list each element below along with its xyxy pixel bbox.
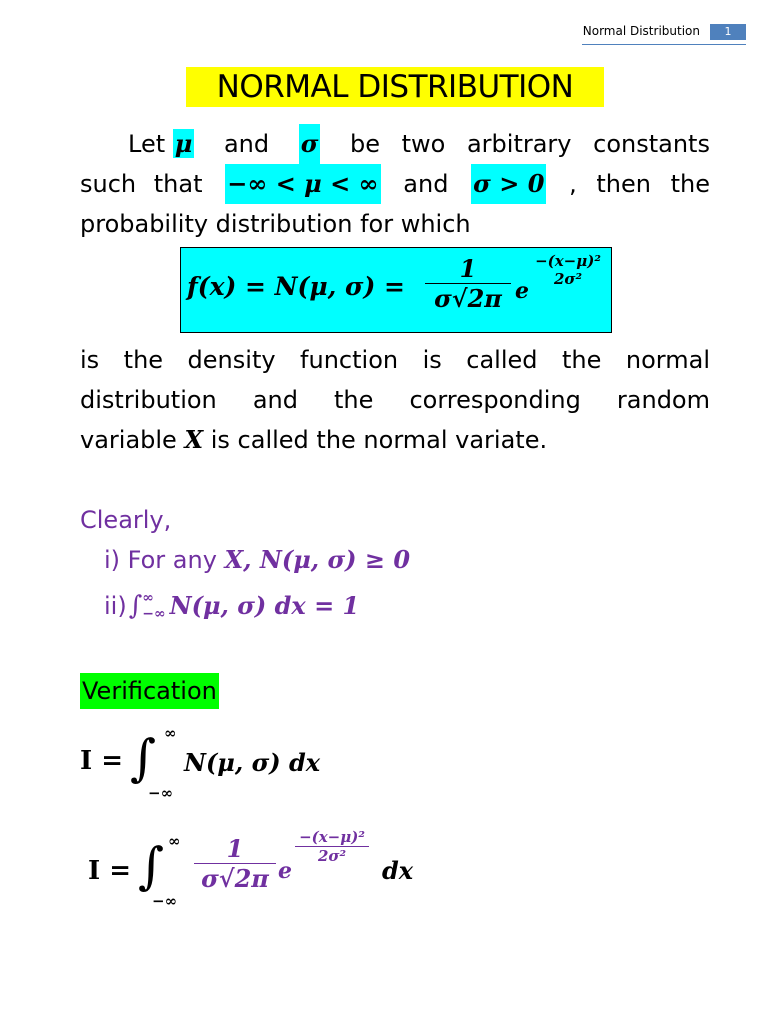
verification-label: Verification bbox=[80, 673, 219, 709]
header-rule bbox=[582, 44, 746, 45]
description-line-2: distribution and the corresponding random bbox=[80, 386, 710, 414]
eq1-lhs: I = bbox=[80, 746, 123, 776]
eq2-fraction bbox=[192, 834, 278, 893]
text-and: and bbox=[223, 130, 270, 158]
integral-upper-limit: ∞ bbox=[142, 590, 154, 606]
eq2-lhs: I = bbox=[88, 856, 131, 886]
formula-exponent bbox=[527, 252, 609, 288]
text-normal-variate: is called the normal variate. bbox=[210, 426, 548, 454]
sigma-condition: σ > 0 bbox=[471, 164, 546, 204]
description-line-3 bbox=[80, 420, 710, 460]
property-2-math: N(μ, σ) dx = 1 bbox=[169, 591, 360, 620]
formula-exp-numerator: −(x−μ)² bbox=[535, 252, 601, 270]
eq2-denominator: σ√2π bbox=[201, 864, 269, 893]
intro-line-3: probability distribution for which bbox=[80, 210, 471, 238]
eq2-exp-numerator: −(x−μ)² bbox=[295, 828, 369, 847]
eq2-lower-limit: −∞ bbox=[152, 892, 178, 910]
formula-numerator: 1 bbox=[425, 254, 511, 284]
property-2-label: ii) bbox=[104, 592, 127, 620]
formula-exp-base: e bbox=[515, 278, 529, 304]
text-let: Let bbox=[128, 130, 166, 158]
property-item-2 bbox=[104, 586, 359, 626]
density-formula-box bbox=[180, 247, 612, 333]
variable-x: X bbox=[184, 425, 204, 454]
clearly-label: Clearly, bbox=[80, 506, 172, 534]
verification-equation-2 bbox=[88, 828, 448, 918]
integral-lower-limit: −∞ bbox=[142, 606, 166, 622]
eq1-integrand: N(μ, σ) dx bbox=[184, 748, 321, 777]
description-line-1: is the density function is called the normal bbox=[80, 346, 710, 374]
integral-sign: ∫ bbox=[128, 591, 143, 621]
verification-equation-1 bbox=[80, 724, 440, 804]
property-item-1 bbox=[104, 540, 410, 580]
eq1-lower-limit: −∞ bbox=[148, 784, 174, 802]
text-such-that: such that bbox=[80, 170, 203, 198]
eq2-exp-base: e bbox=[278, 858, 292, 884]
page-heading: NORMAL DISTRIBUTION bbox=[186, 67, 604, 107]
eq2-numerator: 1 bbox=[194, 834, 276, 864]
intro-line-2 bbox=[80, 164, 710, 204]
property-1-math: X, N(μ, σ) ≥ 0 bbox=[224, 545, 411, 574]
property-1-label: i) For any bbox=[104, 546, 217, 574]
formula-lhs: f(x) = N(μ, σ) = bbox=[187, 272, 405, 301]
eq2-integral-sign: ∫ bbox=[138, 837, 165, 895]
sigma-symbol: σ bbox=[299, 124, 321, 164]
text-arbitrary-constants: be two arbitrary constants bbox=[349, 130, 710, 158]
eq1-integral-sign: ∫ bbox=[130, 729, 157, 787]
formula-fraction bbox=[425, 254, 511, 313]
text-then-the: , then the bbox=[569, 170, 710, 198]
mu-range-condition: −∞ < μ < ∞ bbox=[225, 164, 380, 204]
eq2-exp-denominator: 2σ² bbox=[317, 847, 347, 865]
eq1-upper-limit: ∞ bbox=[164, 724, 177, 742]
text-and-2: and bbox=[403, 170, 449, 198]
header-title: Normal Distribution bbox=[582, 24, 700, 38]
formula-denominator: σ√2π bbox=[434, 284, 502, 313]
page-number: 1 bbox=[710, 24, 746, 40]
mu-symbol: μ bbox=[174, 129, 193, 158]
formula-exp-denominator: 2σ² bbox=[553, 270, 583, 288]
text-variable: variable bbox=[80, 426, 177, 454]
eq2-exponent bbox=[290, 828, 374, 865]
eq2-upper-limit: ∞ bbox=[168, 832, 181, 850]
intro-line-1 bbox=[80, 124, 710, 164]
eq2-dx: dx bbox=[382, 856, 414, 885]
